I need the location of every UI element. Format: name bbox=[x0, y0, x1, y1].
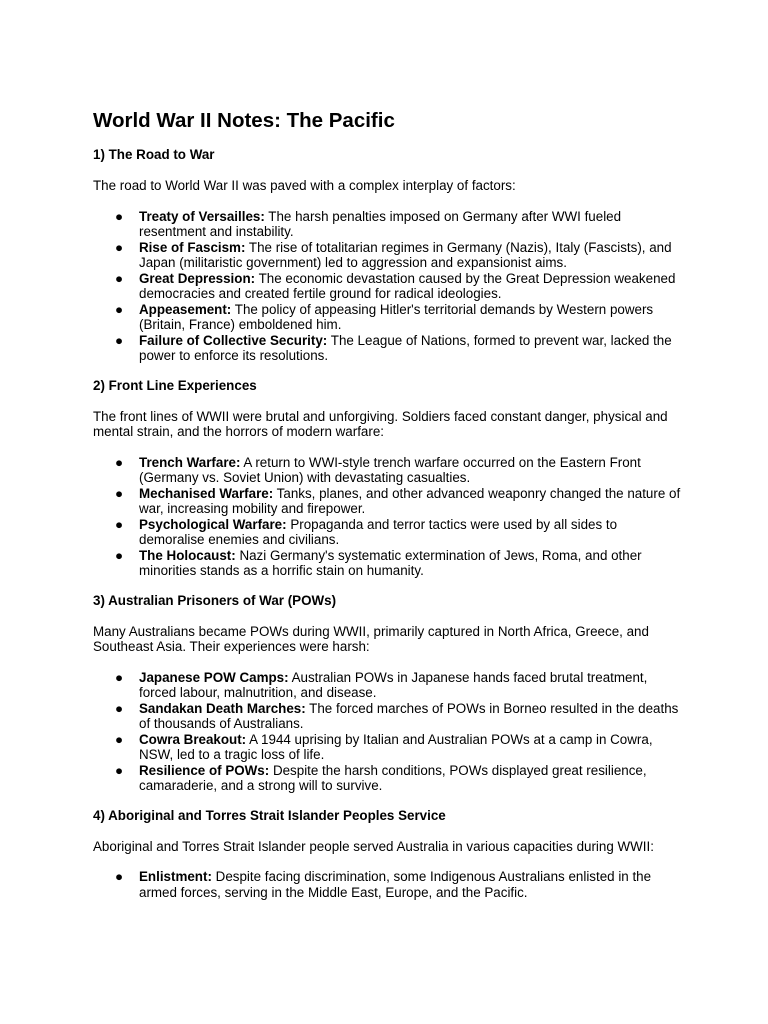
section-intro: Many Australians became POWs during WWII, primarily captured in North Africa, Greece, and Southeast Asia. Their experiences were harsh: bbox=[93, 623, 649, 654]
bullet-text: Despite facing discrimination, some Indigenous Australians enlisted in the armed forces, serving in the Middle East, Europe, and the Pacific. bbox=[139, 869, 652, 900]
bullet-icon: ● bbox=[115, 454, 124, 470]
document-title: World War II Notes: The Pacific bbox=[93, 109, 395, 132]
section-road-to-war bbox=[93, 147, 683, 364]
list-item bbox=[93, 209, 683, 240]
bullet-text: The forced marches of POWs in Borneo resulted in the deaths of thousands of Australians. bbox=[139, 700, 679, 731]
bullet-icon: ● bbox=[115, 516, 124, 532]
list-item bbox=[93, 701, 683, 732]
bullet-text: Australian POWs in Japanese hands faced brutal treatment, forced labour, malnutrition, and disease. bbox=[139, 669, 648, 700]
list-item bbox=[93, 670, 683, 701]
bullet-term: Psychological Warfare: bbox=[139, 516, 287, 532]
list-item bbox=[93, 517, 683, 548]
document-page bbox=[93, 108, 683, 914]
bullet-term: Treaty of Versailles: bbox=[139, 208, 265, 224]
list-item bbox=[93, 302, 683, 333]
bullet-term: Japanese POW Camps: bbox=[139, 669, 289, 685]
bullet-text: Nazi Germany's systematic extermination of Jews, Roma, and other minorities stands as a horrific stain on humanity. bbox=[139, 547, 642, 578]
list-item bbox=[93, 486, 683, 517]
bullet-term: Rise of Fascism: bbox=[139, 239, 246, 255]
bullet-term: The Holocaust: bbox=[139, 547, 236, 563]
bullet-icon: ● bbox=[115, 669, 124, 685]
bullet-text: A 1944 uprising by Italian and Australian POWs at a camp in Cowra, NSW, led to a tragic loss of life. bbox=[139, 731, 653, 762]
list-item bbox=[93, 763, 683, 794]
bullet-text: The economic devastation caused by the Great Depression weakened democracies and created fertile ground for radical ideologies. bbox=[139, 270, 676, 301]
bullet-list bbox=[93, 209, 683, 364]
list-item bbox=[93, 548, 683, 579]
bullet-text: A return to WWI-style trench warfare occurred on the Eastern Front (Germany vs. Soviet Union) with devastating casualties. bbox=[139, 454, 641, 485]
bullet-icon: ● bbox=[115, 485, 124, 501]
bullet-icon: ● bbox=[115, 239, 124, 255]
bullet-term: Enlistment: bbox=[139, 869, 212, 884]
bullet-text: The harsh penalties imposed on Germany after WWI fueled resentment and instability. bbox=[139, 208, 622, 239]
bullet-icon: ● bbox=[115, 208, 124, 224]
bullet-text: The League of Nations, formed to prevent war, lacked the power to enforce its resolutions. bbox=[139, 332, 672, 363]
bullet-term: Mechanised Warfare: bbox=[139, 485, 274, 501]
list-item bbox=[93, 869, 683, 900]
bullet-term: Sandakan Death Marches: bbox=[139, 700, 306, 716]
list-item bbox=[93, 455, 683, 486]
list-item bbox=[93, 732, 683, 763]
bullet-icon: ● bbox=[115, 762, 124, 778]
bullet-term: Resilience of POWs: bbox=[139, 762, 270, 778]
bullet-term: Trench Warfare: bbox=[139, 454, 241, 470]
bullet-text: The rise of totalitarian regimes in Germany (Nazis), Italy (Fascists), and Japan (militaristic government) led to aggression and expansionist aims. bbox=[139, 239, 672, 270]
bullet-text: The policy of appeasing Hitler's territorial demands by Western powers (Britain, France) emboldened him. bbox=[139, 301, 654, 332]
bullet-term: Cowra Breakout: bbox=[139, 731, 247, 747]
section-heading: 2) Front Line Experiences bbox=[93, 377, 257, 393]
section-heading: 4) Aboriginal and Torres Strait Islander Peoples Service bbox=[93, 807, 446, 823]
section-indigenous-service bbox=[93, 808, 683, 901]
bullet-term: Failure of Collective Security: bbox=[139, 332, 328, 348]
bullet-icon: ● bbox=[115, 332, 124, 348]
bullet-icon: ● bbox=[115, 301, 124, 317]
bullet-icon: ● bbox=[115, 270, 124, 286]
bullet-icon: ● bbox=[115, 869, 124, 884]
section-heading: 3) Australian Prisoners of War (POWs) bbox=[93, 592, 337, 608]
section-australian-pows bbox=[93, 593, 683, 794]
bullet-text: Propaganda and terror tactics were used by all sides to demoralise enemies and civilians. bbox=[139, 516, 618, 547]
bullet-text: Despite the harsh conditions, POWs displayed great resilience, camaraderie, and a strong will to survive. bbox=[139, 762, 647, 793]
list-item bbox=[93, 240, 683, 271]
list-item bbox=[93, 333, 683, 364]
bullet-text: Tanks, planes, and other advanced weaponry changed the nature of war, increasing mobility and firepower. bbox=[139, 485, 681, 516]
section-intro: The road to World War II was paved with a complex interplay of factors: bbox=[93, 178, 516, 193]
bullet-list bbox=[93, 869, 683, 900]
bullet-icon: ● bbox=[115, 547, 124, 563]
section-front-line-experiences bbox=[93, 378, 683, 579]
bullet-icon: ● bbox=[115, 731, 124, 747]
list-item bbox=[93, 271, 683, 302]
bullet-list bbox=[93, 455, 683, 579]
bullet-list bbox=[93, 670, 683, 794]
section-intro: The front lines of WWII were brutal and unforgiving. Soldiers faced constant danger, physical and mental strain, and the horrors of modern warfare: bbox=[93, 408, 668, 439]
section-intro: Aboriginal and Torres Strait Islander people served Australia in various capacities during WWII: bbox=[93, 838, 654, 854]
bullet-term: Great Depression: bbox=[139, 270, 256, 286]
section-heading: 1) The Road to War bbox=[93, 147, 215, 162]
bullet-term: Appeasement: bbox=[139, 301, 232, 317]
bullet-icon: ● bbox=[115, 700, 124, 716]
